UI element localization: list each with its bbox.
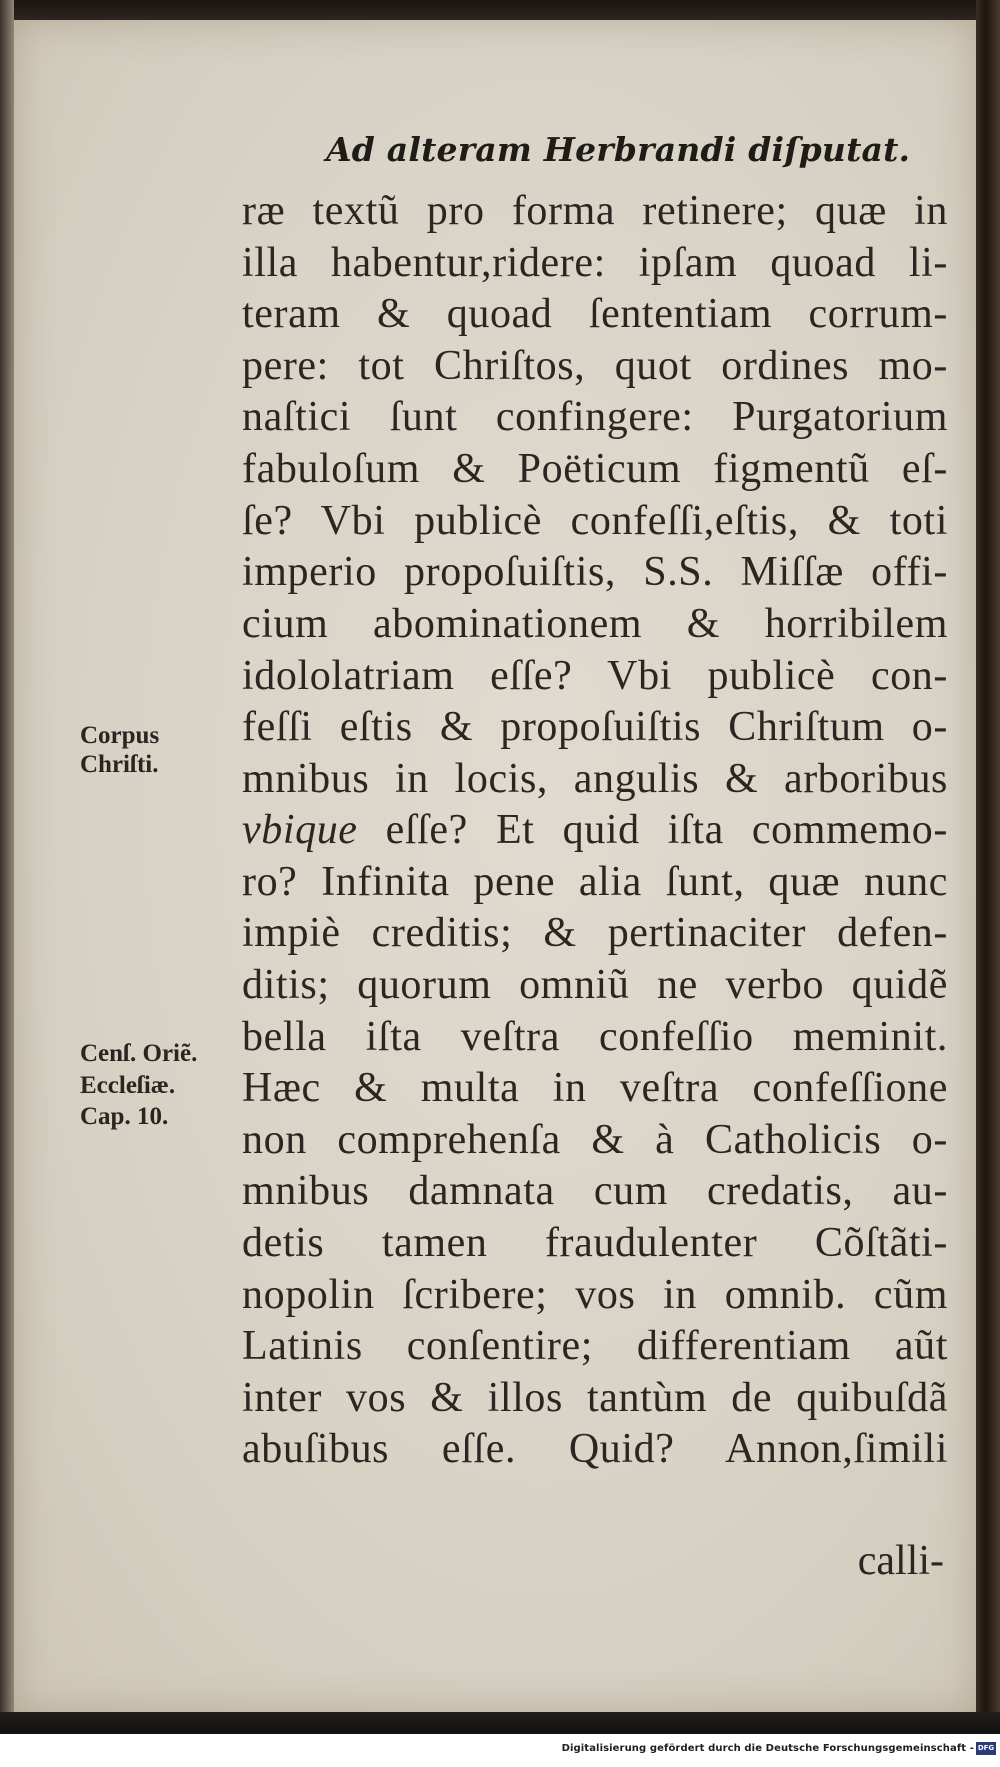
text-line-12: mnibus in locis, angulis & arboribus	[242, 756, 948, 802]
running-header: Ad alteram Herbrandi diſputat.	[326, 130, 911, 169]
left-book-edge	[0, 0, 14, 1730]
marginal-note-cens-3: Cap. 10.	[80, 1103, 169, 1130]
marginal-note-cens-2: Eccleſiæ.	[80, 1072, 176, 1099]
text-line-20: mnibus damnata cum credatis, au-	[242, 1168, 948, 1214]
text-line-17: bella iſta veſtra confeſſio meminit.	[242, 1014, 948, 1060]
text-line-11: feſſi eſtis & propoſuiſtis Chriſtum o-	[242, 704, 948, 750]
text-line-3: teram & quoad ſententiam corrum-	[242, 291, 948, 337]
text-line-9: cium abominationem & horribilem	[242, 601, 948, 647]
right-book-edge	[976, 0, 1000, 1730]
text-line-8: imperio propoſuiſtis, S.S. Miſſæ offi-	[242, 549, 948, 595]
text-line-13-rest: eſſe? Et quid iſta commemo-	[357, 807, 948, 853]
text-line-15: impiè creditis; & pertinaciter defen-	[242, 910, 948, 956]
top-book-edge	[0, 0, 1000, 22]
italic-word: vbique	[242, 807, 358, 853]
text-line-23: Latinis conſentire; differentiam aũt	[242, 1323, 948, 1369]
text-line-5: naſtici ſunt confingere: Purgatorium	[242, 394, 948, 440]
catchword: calli-	[857, 1538, 944, 1584]
marginal-note-cens-1: Cenſ. Oriẽ.	[80, 1040, 198, 1067]
dfg-logo: DFG	[976, 1742, 996, 1755]
text-line-16: ditis; quorum omniũ ne verbo quidẽ	[242, 962, 948, 1008]
text-line-21: detis tamen fraudulenter Cõſtãti-	[242, 1220, 948, 1266]
text-line-19: non comprehenſa & à Catholicis o-	[242, 1117, 948, 1163]
marginal-note-corpus-1: Corpus	[80, 722, 160, 749]
text-line-1: ræ textũ pro forma retinere; quæ in	[242, 188, 948, 234]
text-line-22: nopolin ſcribere; vos in omnib. cũm	[242, 1272, 948, 1318]
text-line-10: idololatriam eſſe? Vbi publicè con-	[242, 653, 948, 699]
bottom-book-edge	[0, 1712, 1000, 1734]
text-line-6: fabuloſum & Poëticum figmentũ eſ-	[242, 446, 948, 492]
text-line-13	[242, 809, 948, 851]
text-line-24: inter vos & illos tantùm de quibuſdã	[242, 1375, 948, 1421]
footer-credit-text: Digitalisierung gefördert durch die Deutsche Forschungsgemeinschaft -	[561, 1743, 974, 1754]
text-line-2: illa habentur,ridere: ipſam quoad li-	[242, 240, 948, 286]
marginal-note-corpus-2: Chriſti.	[80, 751, 159, 778]
text-line-14: ro? Infinita pene alia ſunt, quæ nunc	[242, 859, 948, 905]
text-line-18: Hæc & multa in veſtra confeſſione	[242, 1065, 948, 1111]
text-line-25: abuſibus eſſe. Quid? Annon,ſimili	[242, 1426, 948, 1472]
digitization-footer	[0, 1734, 1000, 1767]
text-line-7: ſe? Vbi publicè confeſſi,eſtis, & toti	[242, 498, 948, 544]
text-line-4: pere: tot Chriſtos, quot ordines mo-	[242, 343, 948, 389]
